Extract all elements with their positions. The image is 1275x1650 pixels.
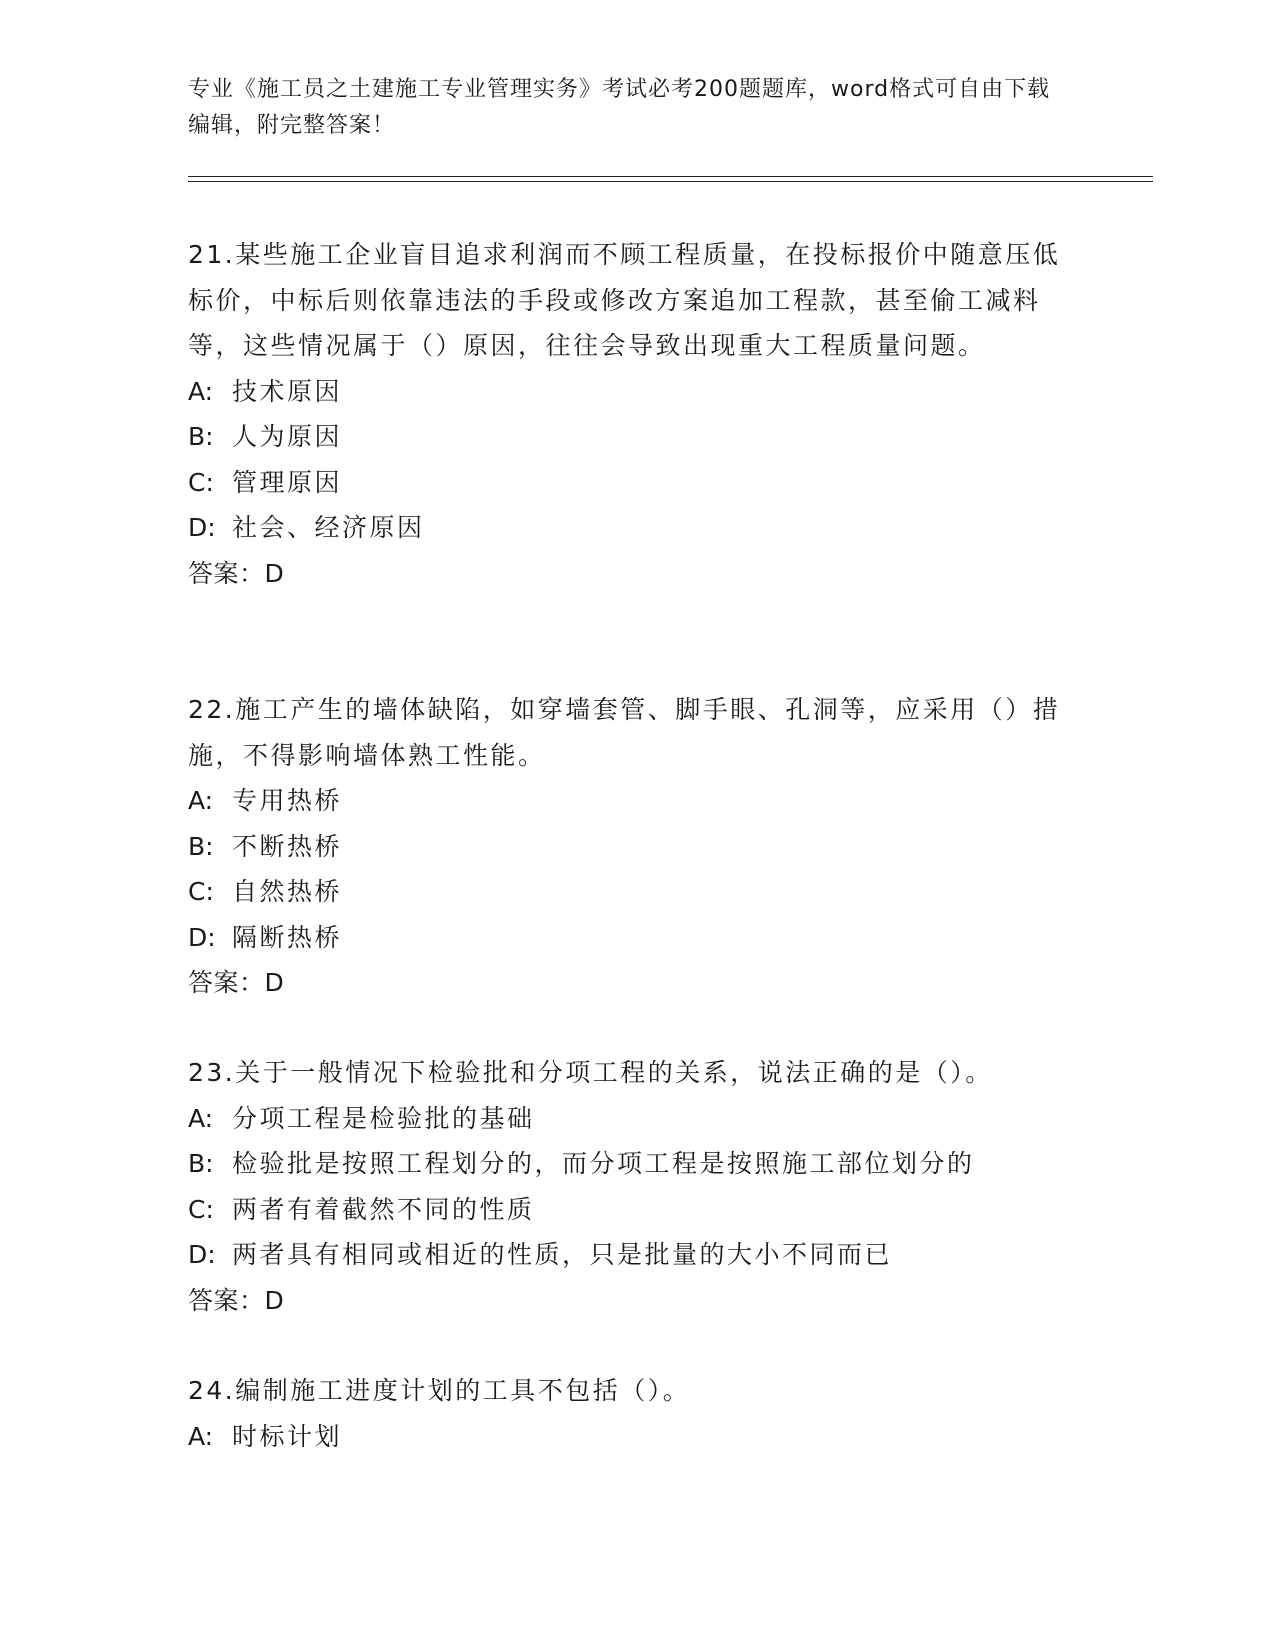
option-a [188, 1096, 1068, 1142]
question-22 [188, 687, 1068, 1006]
answer-line: 答案：D [188, 1285, 285, 1315]
option-key: A: [188, 376, 214, 406]
question-stem: 23.关于一般情况下检验批和分项工程的关系，说法正确的是（）。 [188, 1058, 993, 1087]
option-c [188, 1187, 1068, 1233]
option-b [188, 824, 1068, 870]
option-key: A: [188, 786, 214, 815]
option-b [188, 414, 1068, 460]
option-text: 不断热桥 [232, 831, 343, 861]
question-stem: 24.编制施工进度计划的工具不包括（）。 [188, 1376, 691, 1405]
option-key: C: [188, 1194, 214, 1224]
option-a [188, 778, 1068, 824]
answer-line: 答案：D [188, 558, 285, 588]
option-text: 人为原因 [232, 422, 343, 451]
option-key: A: [188, 1103, 214, 1133]
question-stem: 21.某些施工企业盲目追求利润而不顾工程质量，在投标报价中随意压低标价，中标后则依靠违法的手段或修改方案追加工程款，甚至偷工减料等，这些情况属于（）原因，往往会导致出现重大工程质量问题。 [188, 240, 1061, 360]
option-b [188, 1141, 1068, 1187]
header-divider-top [188, 176, 1153, 177]
option-text: 隔断热桥 [232, 922, 343, 952]
option-text: 两者有着截然不同的性质 [232, 1194, 535, 1224]
option-c [188, 460, 1068, 506]
option-key: D: [188, 513, 216, 542]
option-key: D: [188, 1240, 216, 1269]
option-text: 两者具有相同或相近的性质，只是批量的大小不同而已 [232, 1240, 893, 1269]
option-text: 社会、经济原因 [232, 513, 425, 542]
option-key: A: [188, 1421, 214, 1451]
option-c [188, 869, 1068, 915]
question-21 [188, 232, 1068, 596]
option-key: B: [188, 422, 214, 451]
header-divider-bottom [188, 181, 1153, 182]
question-24 [188, 1368, 1068, 1459]
option-text: 技术原因 [232, 376, 343, 406]
option-key: B: [188, 1149, 214, 1178]
option-a [188, 1414, 1068, 1460]
option-a [188, 369, 1068, 415]
option-text: 时标计划 [232, 1421, 343, 1451]
answer-line: 答案：D [188, 968, 285, 997]
question-stem: 22.施工产生的墙体缺陷，如穿墙套管、脚手眼、孔洞等，应采用（）措施，不得影响墙体熟工性能。 [188, 695, 1061, 770]
option-key: C: [188, 467, 214, 497]
question-23 [188, 1050, 1068, 1323]
option-text: 自然热桥 [232, 877, 343, 906]
option-key: D: [188, 922, 216, 952]
option-text: 检验批是按照工程划分的，而分项工程是按照施工部位划分的 [232, 1149, 975, 1178]
option-text: 专用热桥 [232, 786, 343, 815]
option-key: B: [188, 831, 214, 861]
option-d [188, 1232, 1068, 1278]
option-text: 管理原因 [232, 467, 343, 497]
option-key: C: [188, 877, 214, 906]
option-d [188, 505, 1068, 551]
option-text: 分项工程是检验批的基础 [232, 1103, 535, 1133]
document-header: 专业《施工员之土建施工专业管理实务》考试必考200题题库，word格式可自由下载编辑，附完整答案！ [188, 77, 1051, 138]
option-d [188, 915, 1068, 961]
